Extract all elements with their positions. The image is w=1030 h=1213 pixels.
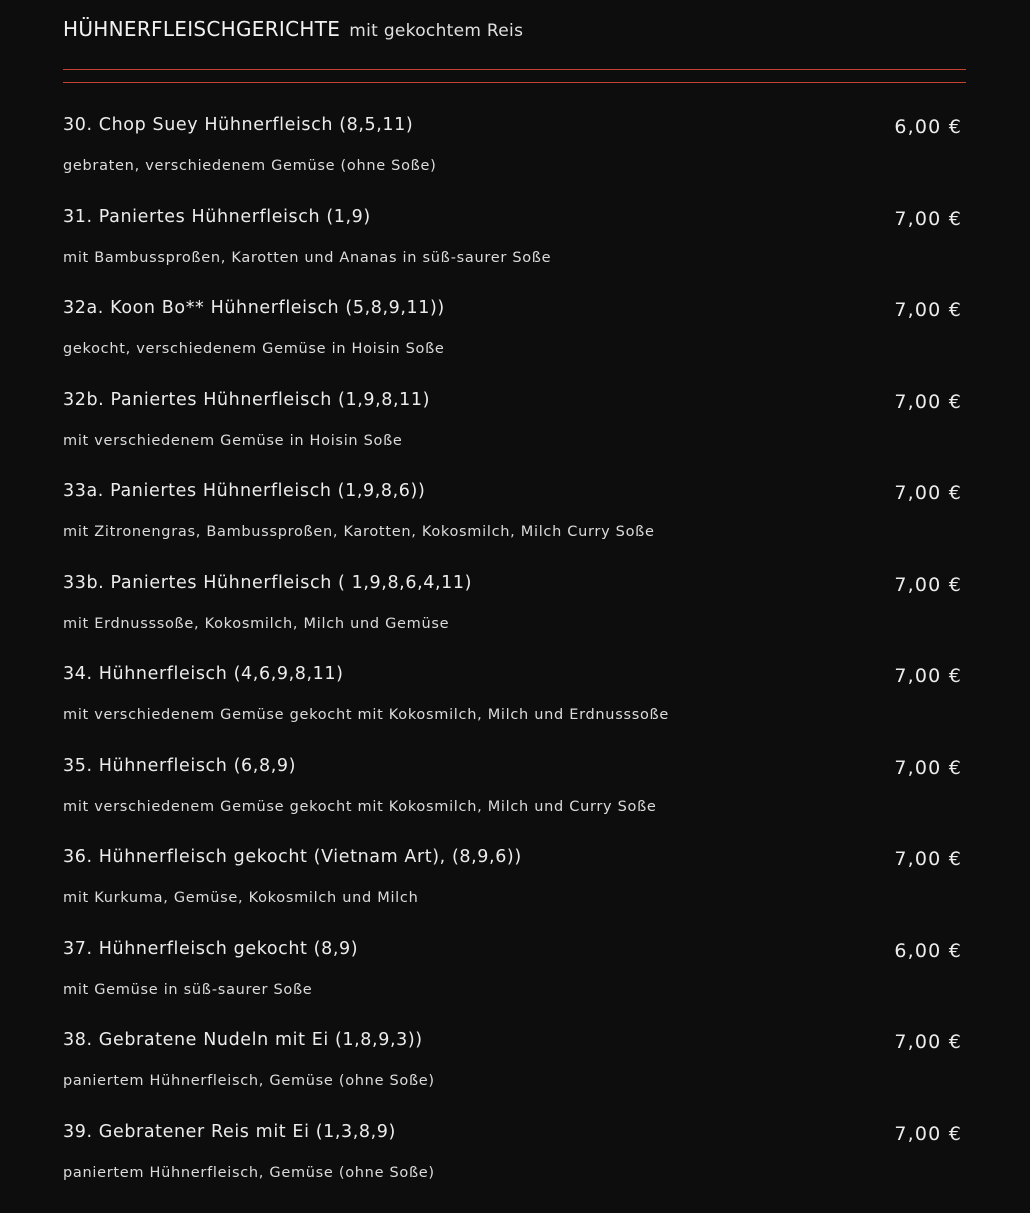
item-description: paniertem Hühnerfleisch, Gemüse (ohne Soße) bbox=[63, 1073, 435, 1089]
item-description: paniertem Hühnerfleisch, Gemüse (ohne Soße) bbox=[63, 1165, 435, 1181]
item-name: 33b. Paniertes Hühnerfleisch ( 1,9,8,6,4,11) bbox=[63, 573, 472, 593]
item-description: mit verschiedenem Gemüse gekocht mit Kokosmilch, Milch und Erdnusssoße bbox=[63, 707, 669, 723]
item-price: 7,00 € bbox=[894, 574, 962, 596]
menu-item bbox=[63, 939, 966, 1031]
item-name: 32a. Koon Bo** Hühnerfleisch (5,8,9,11)) bbox=[63, 298, 445, 318]
item-description: mit Zitronengras, Bambussproßen, Karotten, Kokosmilch, Milch Curry Soße bbox=[63, 524, 655, 540]
menu-item bbox=[63, 298, 966, 390]
item-description: mit Gemüse in süß-saurer Soße bbox=[63, 982, 312, 998]
header-divider-bottom bbox=[63, 82, 966, 83]
item-name: 38. Gebratene Nudeln mit Ei (1,8,9,3)) bbox=[63, 1030, 423, 1050]
item-name: 32b. Paniertes Hühnerfleisch (1,9,8,11) bbox=[63, 390, 430, 410]
item-description: gekocht, verschiedenem Gemüse in Hoisin Soße bbox=[63, 341, 445, 357]
item-name: 30. Chop Suey Hühnerfleisch (8,5,11) bbox=[63, 115, 413, 135]
menu-list bbox=[63, 115, 966, 1213]
menu-item bbox=[63, 1122, 966, 1213]
item-name: 34. Hühnerfleisch (4,6,9,8,11) bbox=[63, 664, 344, 684]
item-name: 37. Hühnerfleisch gekocht (8,9) bbox=[63, 939, 358, 959]
menu-item bbox=[63, 847, 966, 939]
item-price: 6,00 € bbox=[894, 116, 962, 138]
menu-item bbox=[63, 390, 966, 482]
item-price: 7,00 € bbox=[894, 1031, 962, 1053]
section-subtitle: mit gekochtem Reis bbox=[349, 21, 523, 41]
menu-item bbox=[63, 1030, 966, 1122]
item-price: 7,00 € bbox=[894, 848, 962, 870]
item-name: 35. Hühnerfleisch (6,8,9) bbox=[63, 756, 296, 776]
section-header bbox=[63, 17, 523, 41]
item-name: 39. Gebratener Reis mit Ei (1,3,8,9) bbox=[63, 1122, 396, 1142]
item-name: 36. Hühnerfleisch gekocht (Vietnam Art), (8,9,6)) bbox=[63, 847, 522, 867]
item-price: 6,00 € bbox=[894, 940, 962, 962]
menu-item bbox=[63, 481, 966, 573]
menu-item bbox=[63, 207, 966, 299]
item-price: 7,00 € bbox=[894, 1123, 962, 1145]
item-price: 7,00 € bbox=[894, 665, 962, 687]
menu-page bbox=[63, 0, 966, 1200]
item-description: gebraten, verschiedenem Gemüse (ohne Soße) bbox=[63, 158, 436, 174]
item-name: 31. Paniertes Hühnerfleisch (1,9) bbox=[63, 207, 371, 227]
item-description: mit verschiedenem Gemüse gekocht mit Kokosmilch, Milch und Curry Soße bbox=[63, 799, 657, 815]
item-price: 7,00 € bbox=[894, 482, 962, 504]
menu-item bbox=[63, 573, 966, 665]
section-title: HÜHNERFLEISCHGERICHTE bbox=[63, 17, 340, 41]
item-description: mit Kurkuma, Gemüse, Kokosmilch und Milch bbox=[63, 890, 418, 906]
menu-item bbox=[63, 756, 966, 848]
item-description: mit Bambussproßen, Karotten und Ananas in süß-saurer Soße bbox=[63, 250, 551, 266]
header-divider-top bbox=[63, 69, 966, 70]
item-price: 7,00 € bbox=[894, 208, 962, 230]
item-price: 7,00 € bbox=[894, 299, 962, 321]
menu-item bbox=[63, 115, 966, 207]
item-price: 7,00 € bbox=[894, 757, 962, 779]
menu-item bbox=[63, 664, 966, 756]
item-price: 7,00 € bbox=[894, 391, 962, 413]
item-description: mit verschiedenem Gemüse in Hoisin Soße bbox=[63, 433, 403, 449]
item-description: mit Erdnusssoße, Kokosmilch, Milch und Gemüse bbox=[63, 616, 449, 632]
item-name: 33a. Paniertes Hühnerfleisch (1,9,8,6)) bbox=[63, 481, 425, 501]
